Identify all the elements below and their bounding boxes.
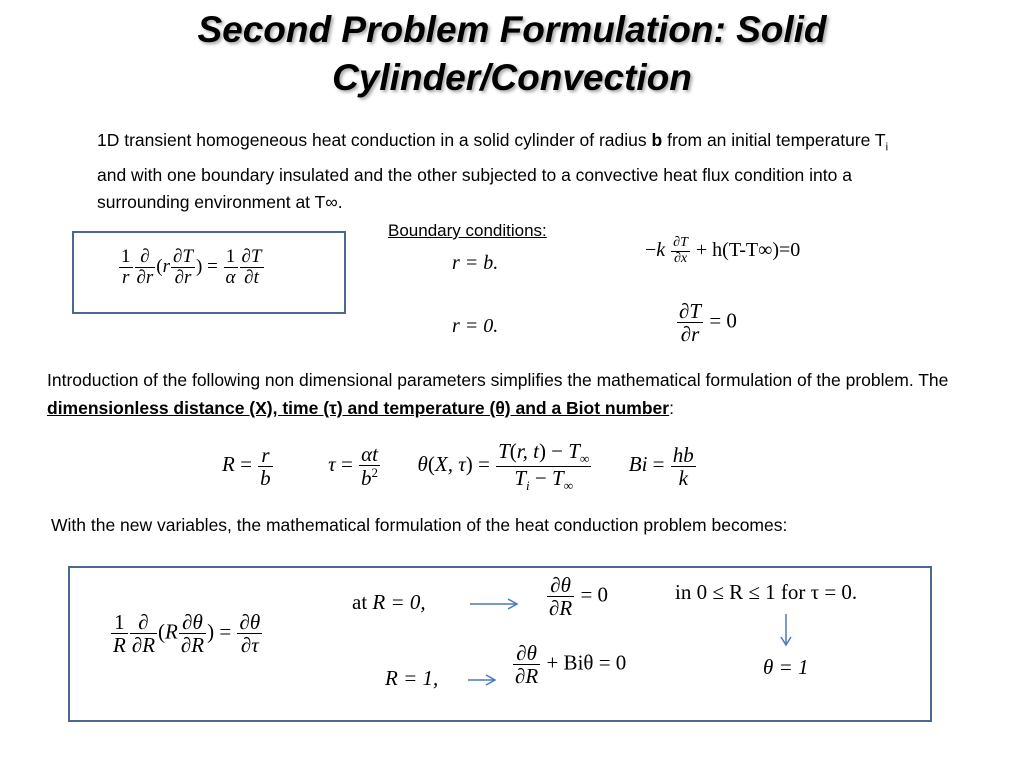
para2-end: :	[669, 398, 674, 418]
bc-R0-rhs: = 0	[580, 582, 609, 607]
title-line-1: Second Problem Formulation: Solid	[197, 9, 827, 50]
para2-keyphrase: dimensionless distance (X), time (τ) and temperature (θ) and a Biot number	[47, 398, 670, 418]
bc1-condition: h(T-T∞)=0	[712, 238, 801, 261]
bc1-location: r = b.	[452, 252, 499, 274]
bc2-location: r = 0.	[452, 315, 499, 337]
governing-equation-box	[72, 231, 346, 314]
theta-initial: θ = 1	[763, 655, 809, 679]
bc-R0-equation: $\frac{\partial\theta}{\partial R}$ = 0	[549, 573, 609, 621]
bc2-condition: = 0	[709, 308, 737, 333]
arrow-down-icon	[778, 612, 794, 648]
slide-title	[0, 6, 1024, 102]
intro-text-3: and with one boundary insulated and the other subjected to a convective heat flux condition into a surrounding environment at T∞.	[97, 164, 852, 212]
intro-sub-i: i	[885, 141, 889, 154]
nondimensional-paragraph	[47, 366, 997, 422]
bc-R1-equation: $\frac{\partial\theta}{\partial R}$ + Biθ = 0	[515, 641, 627, 689]
intro-bold-b: b	[651, 130, 663, 150]
bc-R0-location: R = 0,	[372, 590, 426, 614]
bc-R1-location: R = 1,	[385, 666, 439, 690]
arrow-right-small-icon	[466, 672, 500, 688]
dimensionless-definitions: R = $\frac{r}{b}$ τ = $\frac{\alpha t}{b^2}$ θ(X, τ) = $\frac{T(r, t) - T_\infty}{T_i - T_\infty}$ Bi = $\frac{hb}{k}$	[222, 439, 694, 494]
boundary-conditions-label: Boundary conditions:	[388, 221, 547, 240]
intro-text-2: from an initial temperature T	[662, 130, 886, 150]
bc1-equation: −k $\frac{\partial T}{\partial x}$ + h(T-T∞)=0	[645, 235, 801, 266]
para2-text: Introduction of the following non dimensional parameters simplifies the mathematical formulation of the problem. The	[47, 370, 949, 390]
governing-equation: $\frac{1}{r}$ $\frac{\partial}{\partial r}$ (r $\frac{\partial T}{\partial r}$ ) = $\frac{1}{\alpha}$ $\frac{\partial T}{\partial t}$	[121, 246, 262, 288]
at-label: at	[352, 590, 368, 614]
bc2-equation: $\frac{\partial T}{\partial r}$ = 0	[679, 299, 737, 347]
bc-R1-rhs: + Biθ = 0	[546, 650, 627, 675]
arrow-right-icon	[468, 596, 524, 612]
initial-condition: in 0 ≤ R ≤ 1 for τ = 0.	[675, 580, 863, 609]
dimensionless-equation: $\frac{1}{R}$ $\frac{\partial}{\partial R}$ (R $\frac{\partial\theta}{\partial R}$ ) = $\frac{\partial\theta}{\partial\tau}$	[113, 610, 261, 658]
new-formulation-paragraph: With the new variables, the mathematical formulation of the heat conduction problem becomes:	[51, 515, 788, 535]
intro-paragraph	[97, 127, 897, 216]
bc-R0-row	[352, 590, 426, 615]
intro-text-1: 1D transient homogeneous heat conduction in a solid cylinder of radius	[97, 130, 652, 150]
title-line-2: Cylinder/Convection	[332, 57, 692, 98]
